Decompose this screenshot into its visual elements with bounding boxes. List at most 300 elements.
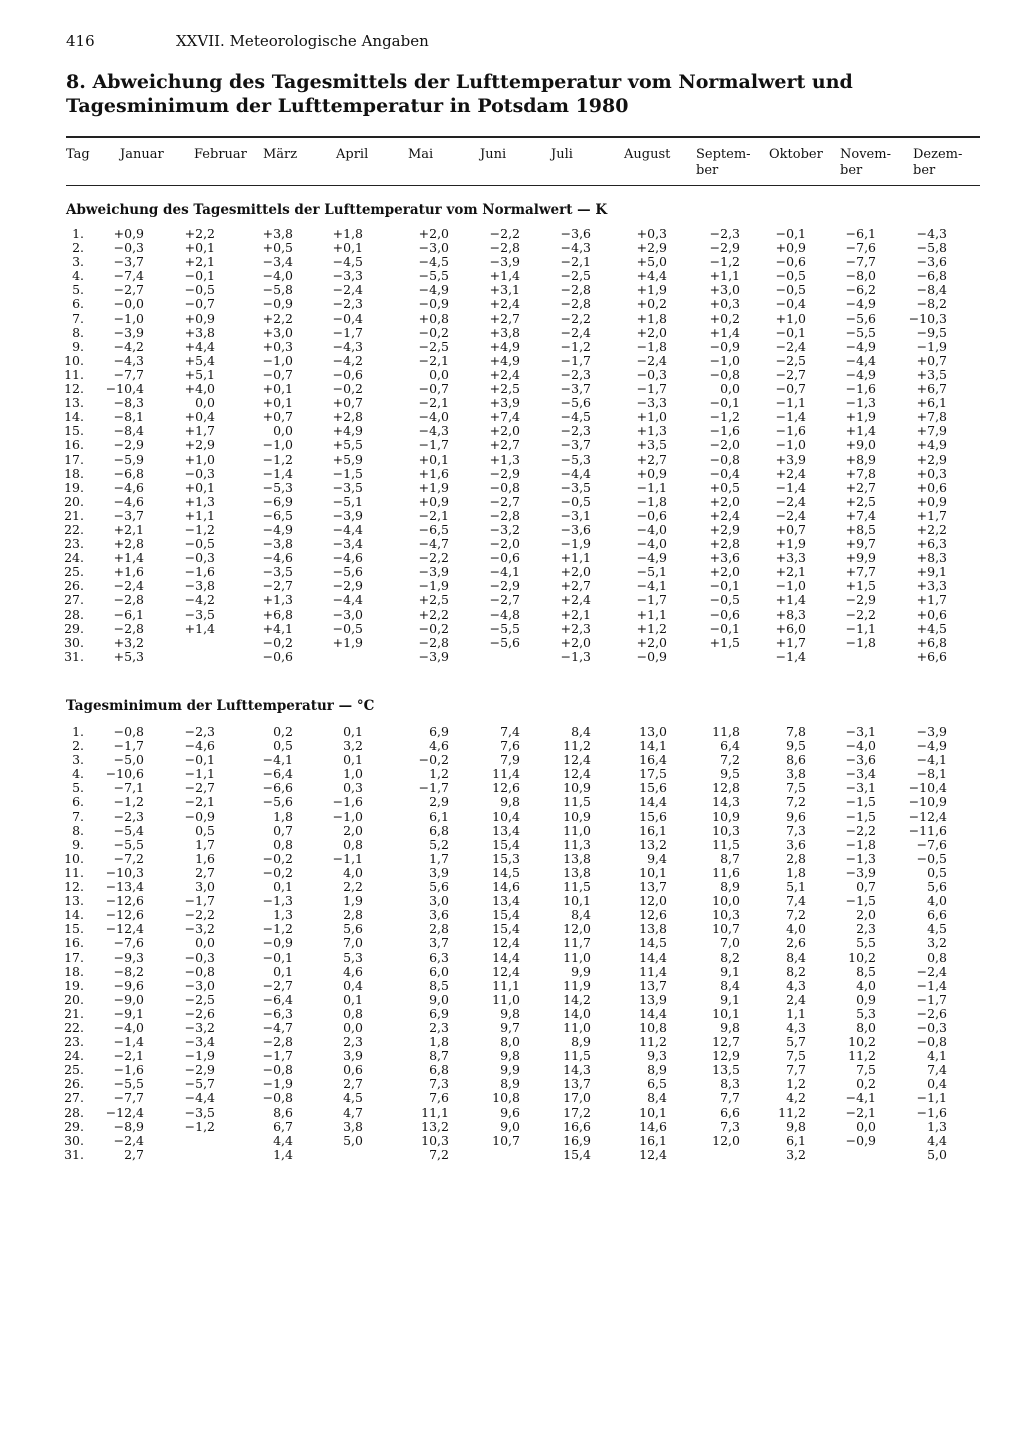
table-cell: −7,1 [113, 780, 144, 796]
day-label: 10. [64, 352, 84, 368]
table-cell: +1,1 [636, 606, 667, 622]
table-cell: −4,4 [332, 592, 363, 608]
table-cell: 2,7 [343, 1076, 363, 1092]
table-cell: +3,8 [489, 324, 520, 340]
table-cell: +0,6 [916, 479, 947, 495]
table-cell: +3,2 [113, 634, 144, 650]
table-cell: +0,5 [709, 479, 740, 495]
table-cell: −3,7 [560, 381, 591, 397]
table-cell: −1,1 [184, 766, 215, 782]
table-cell: 13,4 [492, 893, 520, 909]
day-label: 25. [64, 564, 84, 580]
table-cell: 10,4 [492, 808, 520, 824]
table-cell: 0,0 [856, 1118, 876, 1134]
day-label: 10. [64, 850, 84, 866]
table-cell: 0,0 [195, 395, 215, 411]
table-cell: 3,8 [343, 1118, 363, 1134]
table-cell: 12,6 [492, 780, 520, 796]
table-cell: 8,2 [786, 963, 806, 979]
table-cell: −4,4 [845, 352, 876, 368]
table-cell: +2,4 [560, 592, 591, 608]
table-cell: 14,4 [492, 949, 520, 965]
table-cell: 0,4 [927, 1076, 947, 1092]
table-cell: −8,9 [113, 1118, 144, 1134]
table-cell: −6,4 [262, 991, 293, 1007]
table-row [0, 396, 1024, 410]
day-label: 6. [72, 794, 84, 810]
table-cell: 16,4 [639, 752, 667, 768]
table-cell: −2,8 [489, 507, 520, 523]
table-cell: −0,3 [184, 949, 215, 965]
table-cell: −0,4 [332, 310, 363, 326]
table-cell: 3,9 [343, 1048, 363, 1064]
table-cell: 12,4 [492, 935, 520, 951]
table-cell: 7,4 [927, 1062, 947, 1078]
table-cell: −1,5 [332, 465, 363, 481]
table-cell: 3,2 [786, 1146, 806, 1162]
table-cell: −4,9 [636, 550, 667, 566]
table-cell: −5,0 [113, 752, 144, 768]
table-cell: 5,2 [429, 836, 449, 852]
table-cell: +8,3 [775, 606, 806, 622]
table-cell: −7,7 [113, 1090, 144, 1106]
table-cell: −3,2 [184, 921, 215, 937]
day-label: 25. [64, 1062, 84, 1078]
table-cell: −3,9 [916, 724, 947, 739]
table-cell: 6,1 [429, 808, 449, 824]
table-cell: +0,9 [775, 240, 806, 256]
table-cell: +7,4 [489, 409, 520, 425]
table-cell: −4,1 [845, 1090, 876, 1106]
table-cell: 9,4 [647, 850, 667, 866]
column-header-month: Juni [480, 147, 507, 162]
table-cell: −0,4 [709, 465, 740, 481]
table-cell: 5,6 [343, 921, 363, 937]
table-cell: −10,3 [908, 310, 947, 326]
table-cell: −1,0 [775, 578, 806, 594]
table-cell: +9,0 [845, 437, 876, 453]
table-cell: 12,8 [712, 780, 740, 796]
table-row [0, 852, 1024, 866]
day-label: 6. [72, 296, 84, 312]
table-cell: −2,9 [113, 437, 144, 453]
section2-title: Tagesminimum der Lufttemperatur — °C [66, 698, 375, 714]
table-cell: −2,4 [113, 1132, 144, 1148]
table-cell: 9,1 [720, 963, 740, 979]
table-cell: −0,0 [113, 296, 144, 312]
table-cell: 7,2 [786, 794, 806, 810]
table-cell: +0,5 [262, 240, 293, 256]
table-cell: 7,3 [720, 1118, 740, 1134]
table-cell: −2,2 [489, 226, 520, 241]
table-cell: 4,0 [927, 893, 947, 909]
table-cell: −4,7 [418, 536, 449, 552]
table-cell: −0,7 [418, 381, 449, 397]
table-row [0, 650, 1024, 664]
table-cell: 6,6 [927, 907, 947, 923]
table-cell: +0,6 [916, 606, 947, 622]
table-title: 8. Abweichung des Tagesmittels der Lufttemperatur vom Normalwert und Tagesminimum der Lufttemperatur in Potsdam 1980 [66, 71, 853, 117]
table-cell: 13,8 [563, 864, 591, 880]
table-cell: 3,0 [429, 893, 449, 909]
table-cell: 10,0 [712, 893, 740, 909]
table-cell: 16,9 [563, 1132, 591, 1148]
table-cell: 11,0 [492, 991, 520, 1007]
table-cell: +8,5 [845, 521, 876, 537]
day-label: 8. [72, 822, 84, 838]
table-cell: 9,8 [720, 1019, 740, 1035]
table-cell: −3,5 [184, 1104, 215, 1120]
table-cell: 10,1 [639, 1104, 667, 1120]
day-label: 9. [72, 836, 84, 852]
table-cell: +1,7 [916, 507, 947, 523]
table-cell: −2,1 [560, 254, 591, 270]
table-cell: 5,1 [786, 879, 806, 895]
table-row [0, 312, 1024, 326]
table-row [0, 951, 1024, 965]
table-cell: 8,4 [571, 724, 591, 739]
table-cell: 4,3 [786, 977, 806, 993]
table-cell: −3,0 [332, 606, 363, 622]
table-cell: −1,3 [845, 850, 876, 866]
table-cell: −1,5 [845, 794, 876, 810]
table-cell: −2,1 [418, 352, 449, 368]
table-cell: −9,0 [113, 991, 144, 1007]
table-cell: −0,1 [184, 752, 215, 768]
table-cell: −3,3 [332, 268, 363, 284]
column-header-month: Januar [120, 147, 164, 162]
day-label: 7. [72, 808, 84, 824]
table-cell: −0,1 [709, 578, 740, 594]
table-cell: +2,0 [709, 564, 740, 580]
table-cell: 5,6 [429, 879, 449, 895]
table-cell: 7,6 [429, 1090, 449, 1106]
table-cell: −0,6 [709, 606, 740, 622]
table-cell: −6,8 [113, 465, 144, 481]
day-label: 7. [72, 310, 84, 326]
table-cell: 7,2 [720, 752, 740, 768]
table-cell: +2,7 [845, 479, 876, 495]
table-cell: −10,3 [105, 864, 144, 880]
table-cell: +1,6 [113, 564, 144, 580]
table-cell: 8,2 [720, 949, 740, 965]
table-cell: 6,9 [429, 1005, 449, 1021]
table-cell: −0,9 [184, 808, 215, 824]
table-cell: −0,8 [262, 1062, 293, 1078]
table-cell: +2,0 [489, 423, 520, 439]
table-cell: +8,3 [916, 550, 947, 566]
table-cell: −2,9 [332, 578, 363, 594]
day-label: 19. [64, 977, 84, 993]
table-cell: +1,7 [775, 634, 806, 650]
table-cell: −3,9 [113, 324, 144, 340]
table-cell: 6,3 [429, 949, 449, 965]
day-label: 12. [64, 879, 84, 895]
table-cell: −2,5 [184, 991, 215, 1007]
table-cell: −1,4 [916, 977, 947, 993]
table-cell: 10,1 [563, 893, 591, 909]
table-cell: 15,4 [492, 907, 520, 923]
table-cell: 17,0 [563, 1090, 591, 1106]
table-cell: −9,3 [113, 949, 144, 965]
table-cell: 9,5 [720, 766, 740, 782]
table-cell: −2,0 [709, 437, 740, 453]
table-cell: 12,0 [712, 1132, 740, 1148]
table-cell: −1,6 [775, 423, 806, 439]
table-cell: −4,1 [916, 752, 947, 768]
table-cell: −2,8 [262, 1034, 293, 1050]
table-cell: 7,4 [500, 724, 520, 739]
table-cell: 0,8 [343, 1005, 363, 1021]
column-header-day: Tag [66, 147, 90, 162]
table-cell: −4,7 [262, 1019, 293, 1035]
table-cell: +1,0 [775, 310, 806, 326]
table-row [0, 340, 1024, 354]
table-cell: −4,0 [418, 409, 449, 425]
table-row [0, 1077, 1024, 1091]
table-cell: −6,1 [845, 226, 876, 241]
table-cell: 1,3 [927, 1118, 947, 1134]
table-cell: +7,8 [916, 409, 947, 425]
table-cell: +5,1 [184, 366, 215, 382]
table-cell: −3,1 [560, 507, 591, 523]
table-cell: −3,5 [262, 564, 293, 580]
table-cell: −1,2 [113, 794, 144, 810]
day-label: 4. [72, 766, 84, 782]
table-cell: −2,7 [262, 578, 293, 594]
table-row [0, 453, 1024, 467]
table-cell: −9,1 [113, 1005, 144, 1021]
table-cell: +1,6 [418, 465, 449, 481]
table-cell: 10,9 [563, 780, 591, 796]
table-cell: 8,7 [720, 850, 740, 866]
table-cell: 13,7 [639, 977, 667, 993]
table-cell: +4,4 [636, 268, 667, 284]
table-cell: +7,4 [845, 507, 876, 523]
table-cell: −10,9 [908, 794, 947, 810]
table-cell: −4,0 [636, 536, 667, 552]
day-label: 3. [72, 752, 84, 768]
table-cell: −2,4 [113, 578, 144, 594]
table-cell: 10,1 [712, 1005, 740, 1021]
table-cell: −2,2 [560, 310, 591, 326]
table-cell: 4,4 [927, 1132, 947, 1148]
table-cell: −5,9 [113, 451, 144, 467]
table-cell: −1,6 [184, 564, 215, 580]
table-cell: −3,6 [845, 752, 876, 768]
table-row [0, 936, 1024, 950]
table-cell: +6,8 [262, 606, 293, 622]
table-cell: −1,6 [709, 423, 740, 439]
day-label: 15. [64, 921, 84, 937]
table-cell: +1,2 [636, 620, 667, 636]
table-cell: 4,5 [927, 921, 947, 937]
table-cell: −6,4 [262, 766, 293, 782]
table-cell: −8,1 [916, 766, 947, 782]
table-cell: −3,4 [184, 1034, 215, 1050]
table-row [0, 608, 1024, 622]
table-cell: +9,1 [916, 564, 947, 580]
table-cell: −0,8 [916, 1034, 947, 1050]
table-cell: 7,5 [856, 1062, 876, 1078]
table-cell: 10,3 [712, 907, 740, 923]
table-cell: 2,7 [124, 1146, 144, 1162]
table-row [0, 509, 1024, 523]
table-cell: 3,9 [429, 864, 449, 880]
table-cell: 6,7 [273, 1118, 293, 1134]
table-cell: 14,2 [563, 991, 591, 1007]
table-cell: 4,0 [856, 977, 876, 993]
table-cell: −9,5 [916, 324, 947, 340]
table-cell: −4,0 [845, 738, 876, 754]
table-cell: −4,3 [332, 338, 363, 354]
table-cell: −0,2 [262, 634, 293, 650]
table-cell: 11,2 [848, 1048, 876, 1064]
table-cell: 9,5 [786, 738, 806, 754]
table-cell: −12,4 [105, 1104, 144, 1120]
table-cell: +2,7 [489, 310, 520, 326]
table-row [0, 593, 1024, 607]
table-cell: +4,9 [489, 338, 520, 354]
table-cell: −6,9 [262, 493, 293, 509]
table-cell: 11,4 [492, 766, 520, 782]
table-cell: +3,3 [775, 550, 806, 566]
table-cell: 4,6 [343, 963, 363, 979]
table-cell: −4,9 [262, 521, 293, 537]
day-label: 30. [64, 634, 84, 650]
table-cell: −1,1 [636, 479, 667, 495]
table-cell: −1,7 [332, 324, 363, 340]
table-cell: 0,1 [273, 963, 293, 979]
table-cell: 2,2 [343, 879, 363, 895]
table-cell: −1,1 [916, 1090, 947, 1106]
top-rule [66, 136, 980, 138]
table-cell: 1,7 [429, 850, 449, 866]
table-cell: +5,3 [113, 648, 144, 664]
table-cell: 1,2 [429, 766, 449, 782]
table-cell: +5,9 [332, 451, 363, 467]
table-cell: 5,5 [856, 935, 876, 951]
table-cell: −1,4 [262, 465, 293, 481]
day-label: 21. [64, 1005, 84, 1021]
table-cell: −5,6 [489, 634, 520, 650]
table-row [0, 326, 1024, 340]
table-cell: 5,3 [856, 1005, 876, 1021]
table-cell: 7,5 [786, 1048, 806, 1064]
table-cell: −1,7 [418, 780, 449, 796]
table-cell: 15,6 [639, 780, 667, 796]
header-rule [66, 185, 980, 186]
table-cell: −3,9 [489, 254, 520, 270]
table-cell: −2,2 [184, 907, 215, 923]
table-cell: −0,1 [775, 226, 806, 241]
table-cell: 11,9 [563, 977, 591, 993]
table-cell: −1,0 [262, 352, 293, 368]
table-cell: 5,0 [343, 1132, 363, 1148]
day-label: 26. [64, 1076, 84, 1092]
table-row [0, 810, 1024, 824]
table-cell: 9,0 [429, 991, 449, 1007]
table-cell: +2,4 [489, 296, 520, 312]
table-cell: −0,1 [262, 949, 293, 965]
table-cell: −3,6 [916, 254, 947, 270]
table-cell: 0,6 [343, 1062, 363, 1078]
table-cell: +3,5 [916, 366, 947, 382]
table-cell: +0,7 [775, 521, 806, 537]
table-row [0, 1148, 1024, 1162]
table-cell: −0,9 [262, 935, 293, 951]
table-cell: −2,3 [113, 808, 144, 824]
table-cell: −1,8 [845, 836, 876, 852]
table-cell: 14,3 [712, 794, 740, 810]
table-cell: 12,0 [563, 921, 591, 937]
table-cell: +1,4 [184, 620, 215, 636]
table-row [0, 283, 1024, 297]
table-cell: −1,8 [636, 493, 667, 509]
table-cell: 13,0 [639, 724, 667, 739]
table-cell: 3,6 [429, 907, 449, 923]
table-cell: 11,7 [563, 935, 591, 951]
table-cell: +0,7 [332, 395, 363, 411]
table-cell: −1,9 [262, 1076, 293, 1092]
table-cell: +0,1 [262, 395, 293, 411]
table-cell: 11,0 [563, 822, 591, 838]
table-cell: −0,7 [775, 381, 806, 397]
table-cell: −0,5 [184, 536, 215, 552]
table-cell: −12,4 [105, 921, 144, 937]
table-row [0, 438, 1024, 452]
table-cell: +2,9 [709, 521, 740, 537]
table-cell: 13,7 [563, 1076, 591, 1092]
day-label: 18. [64, 963, 84, 979]
table-cell: +0,3 [262, 338, 293, 354]
table-cell: −0,8 [709, 451, 740, 467]
table-cell: −1,7 [636, 592, 667, 608]
table-cell: +2,1 [113, 521, 144, 537]
table-cell: −5,5 [845, 324, 876, 340]
table-cell: −0,2 [418, 620, 449, 636]
table-cell: −2,9 [845, 592, 876, 608]
table-cell: 0,8 [927, 949, 947, 965]
table-cell: −1,2 [184, 1118, 215, 1134]
table-cell: 7,3 [786, 822, 806, 838]
table-cell: +0,2 [636, 296, 667, 312]
section1-title: Abweichung des Tagesmittels der Lufttemperatur vom Normalwert — K [66, 202, 608, 218]
table-cell: +1,3 [184, 493, 215, 509]
day-label: 5. [72, 780, 84, 796]
table-cell: 0,9 [856, 991, 876, 1007]
table-cell: −4,4 [184, 1090, 215, 1106]
table-cell: 14,5 [492, 864, 520, 880]
table-cell: +2,2 [262, 310, 293, 326]
table-cell: −0,3 [916, 1019, 947, 1035]
table-cell: +2,2 [184, 226, 215, 241]
table-cell: +1,9 [332, 634, 363, 650]
table-cell: −5,6 [845, 310, 876, 326]
table-cell: 11,1 [492, 977, 520, 993]
table-cell: 11,0 [563, 1019, 591, 1035]
table-cell: 7,0 [720, 935, 740, 951]
column-header-month: August [624, 147, 671, 162]
table-cell: −2,3 [560, 423, 591, 439]
table-cell: +4,9 [332, 423, 363, 439]
table-cell: −1,6 [916, 1104, 947, 1120]
table-cell: −1,0 [113, 310, 144, 326]
day-label: 17. [64, 451, 84, 467]
table-cell: −1,7 [184, 893, 215, 909]
table-cell: −0,1 [184, 268, 215, 284]
table-cell: 7,6 [500, 738, 520, 754]
